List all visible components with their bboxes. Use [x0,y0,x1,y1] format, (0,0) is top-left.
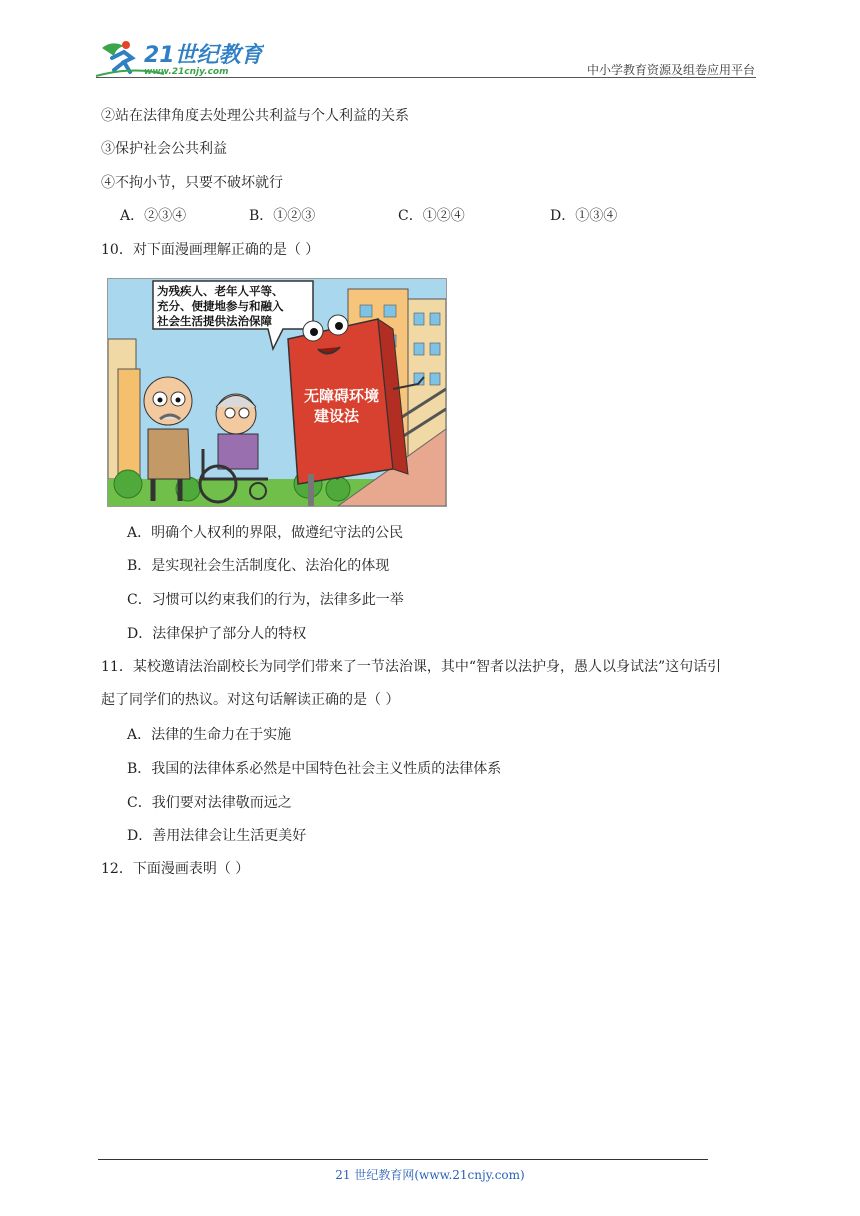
platform-name: 中小学教育资源及组卷应用平台 [586,63,755,77]
q11-option-a[interactable]: A．法律的生命力在于实施 [127,727,292,743]
comic-bubble-line-2: 充分、便捷地参与和融入 [157,299,284,313]
logo-main-text: 21世纪教育 [144,43,263,68]
q11-option-b[interactable]: B．我国的法律体系必然是中国特色社会主义性质的法律体系 [127,761,502,777]
comic-bubble-line-1: 为残疾人、老年人平等、 [157,284,284,298]
comic-book-title-1: 无障碍环境 [304,387,380,405]
site-logo [94,36,264,80]
q11-stem-line-1: 11．某校邀请法治副校长为同学们带来了一节法治课，其中“智者以法护身，愚人以身试法”这句话引 [101,659,722,675]
comic-bubble-line-3: 社会生活提供法治保障 [157,314,272,328]
q9-option-d[interactable]: D．①③④ [550,208,618,224]
q9-item-3: ③保护社会公共利益 [101,141,227,157]
comic-book-title-2: 建设法 [314,407,360,425]
q10-option-b[interactable]: B．是实现社会生活制度化、法治化的体现 [127,558,390,574]
q10-stem: 10．对下面漫画理解正确的是（ ） [101,242,320,258]
q10-comic-image [107,278,447,507]
q11-option-c[interactable]: C．我们要对法律敬而远之 [127,795,292,811]
q10-option-a[interactable]: A．明确个人权利的界限，做遵纪守法的公民 [127,525,404,541]
q10-option-d[interactable]: D．法律保护了部分人的特权 [127,626,307,642]
logo-sub-text: www.21cnjy.com [144,67,229,77]
q9-option-b[interactable]: B．①②③ [249,208,316,224]
q9-option-c[interactable]: C．①②④ [398,208,465,224]
logo-runner-shape [112,52,132,72]
q9-item-4: ④不拘小节，只要不破坏就行 [101,175,283,191]
q10-option-c[interactable]: C．习惯可以约束我们的行为，法律多此一举 [127,592,404,608]
svg-text:为残疾人、老年人平等、 充分、便捷地参与和融入 [156,284,288,328]
q12-stem: 12．下面漫画表明（ ） [101,861,250,877]
q11-stem-line-2: 起了同学们的热议。对这句话解读正确的是（ ） [101,692,400,708]
q11-option-d[interactable]: D．善用法律会让生活更美好 [127,828,307,844]
logo-head-shape [122,41,130,49]
q9-item-2: ②站在法律角度去处理公共利益与个人利益的关系 [101,108,409,124]
header-divider [96,77,756,78]
q9-option-a[interactable]: A．②③④ [120,208,187,224]
footer-divider [98,1159,708,1160]
footer-site-link[interactable]: 21 世纪教育网(www.21cnjy.com) [335,1168,525,1182]
